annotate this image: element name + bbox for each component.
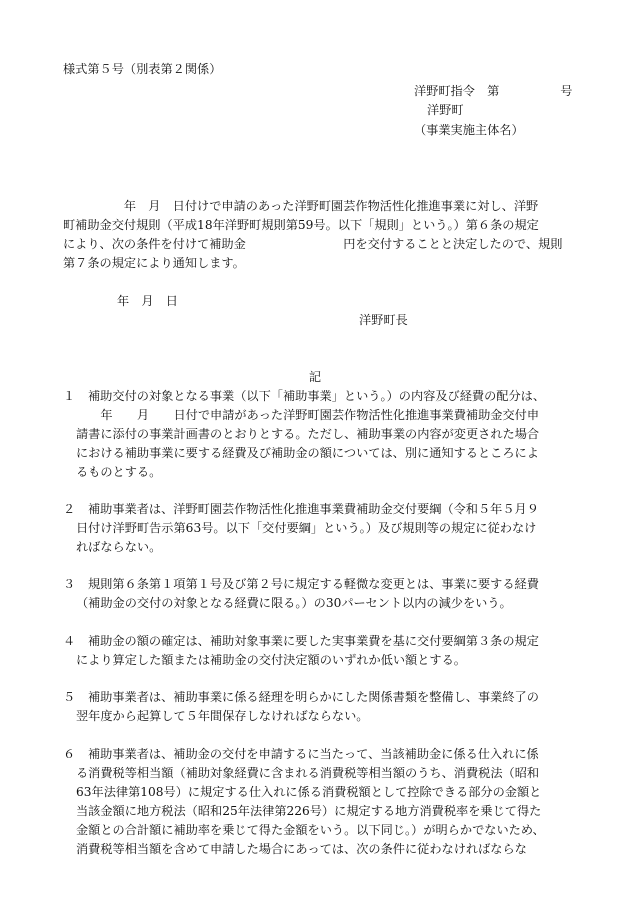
issuer: 洋野町長 (359, 313, 408, 327)
item-line: る消費税等相当額（補助対象経費に含まれる消費税等相当額のうち、消費税法（昭和 (76, 766, 540, 780)
item-line: により算定した額または補助金の交付決定額のいずれか低い額とする。 (76, 653, 466, 667)
item-line: 補助事業者は、補助金の交付を申請するに当たって、当該補助金に係る仕入れに係 (88, 747, 539, 761)
body-line: 町補助金交付規則（平成18年洋野町規則第59号。以下「規則」という。）第６条の規定 (63, 218, 539, 232)
item-line: 金額との合計額に補助率を乗じて得た金額をいう。以下同じ。）が明らかでないため、 (76, 823, 545, 837)
item-number: ４ (63, 634, 76, 648)
order-number: 洋野町指令 第 号 (414, 84, 573, 98)
item-line: 規則第６条第１項第１号及び第２号に規定する軽微な変更とは、事業に要する経費 (88, 577, 539, 591)
item-number: ５ (63, 690, 76, 704)
item-line: るものとする。 (76, 465, 162, 479)
item-number: １ (63, 389, 76, 403)
item-line: 翌年度から起算して５年間保存しなければならない。 (76, 709, 369, 723)
body-line: により、次の条件を付けて補助金 円を交付することと決定したので、規則 (63, 237, 563, 251)
town-name: 洋野町 (427, 103, 464, 117)
item-number: ３ (63, 577, 76, 591)
item-line: ればならない。 (76, 540, 162, 554)
item-line: 63年法律第108号）に規定する仕入れに係る消費税額として控除できる部分の金額と (76, 785, 542, 799)
item-number: ６ (63, 747, 76, 761)
body-line: 第７条の規定により通知します。 (63, 256, 245, 270)
item-line: 日付け洋野町告示第63号。以下「交付要綱」という。）及び規則等の規定に従わなけ (76, 521, 537, 535)
item-line: （補助金の交付の対象となる経費に限る。）の30パーセント以内の減少をいう。 (76, 596, 512, 610)
recipient-name: （事業実施主体名） (414, 123, 524, 137)
item-line: 補助金の額の確定は、補助対象事業に要した実事業費を基に交付要綱第３条の規定 (88, 634, 539, 648)
item-line: 当該金額に地方税法（昭和25年法律第226号）に規定する地方消費税率を乗じて得た (76, 804, 542, 818)
body-line: 年 月 日付けで申請のあった洋野町園芸作物活性化推進事業に対し、洋野 (63, 199, 539, 213)
item-line: 補助事業者は、補助事業に係る経理を明らかにした関係書類を整備し、事業終了の (88, 690, 539, 704)
item-line: 補助交付の対象となる事業（以下「補助事業」という。）の内容及び経費の配分は、 (88, 389, 546, 403)
item-line: 年 月 日付で申請があった洋野町園芸作物活性化推進事業費補助金交付申 (76, 408, 540, 422)
item-number: ２ (63, 502, 76, 516)
item-line: 消費税等相当額を含めて申請した場合にあっては、次の条件に従わなければならな (76, 842, 527, 856)
item-line: 補助事業者は、洋野町園芸作物活性化推進事業費補助金交付要綱（令和５年５月９ (88, 502, 539, 516)
item-line: 請書に添付の事業計画書のとおりとする。ただし、補助事業の内容が変更された場合 (76, 427, 540, 441)
form-label: 様式第５号（別表第２関係） (63, 62, 222, 76)
memo-heading: 記 (308, 370, 322, 384)
date-line: 年 月 日 (117, 294, 178, 308)
item-line: における補助事業に要する経費及び補助金の額については、別に通知するところによ (76, 446, 539, 460)
